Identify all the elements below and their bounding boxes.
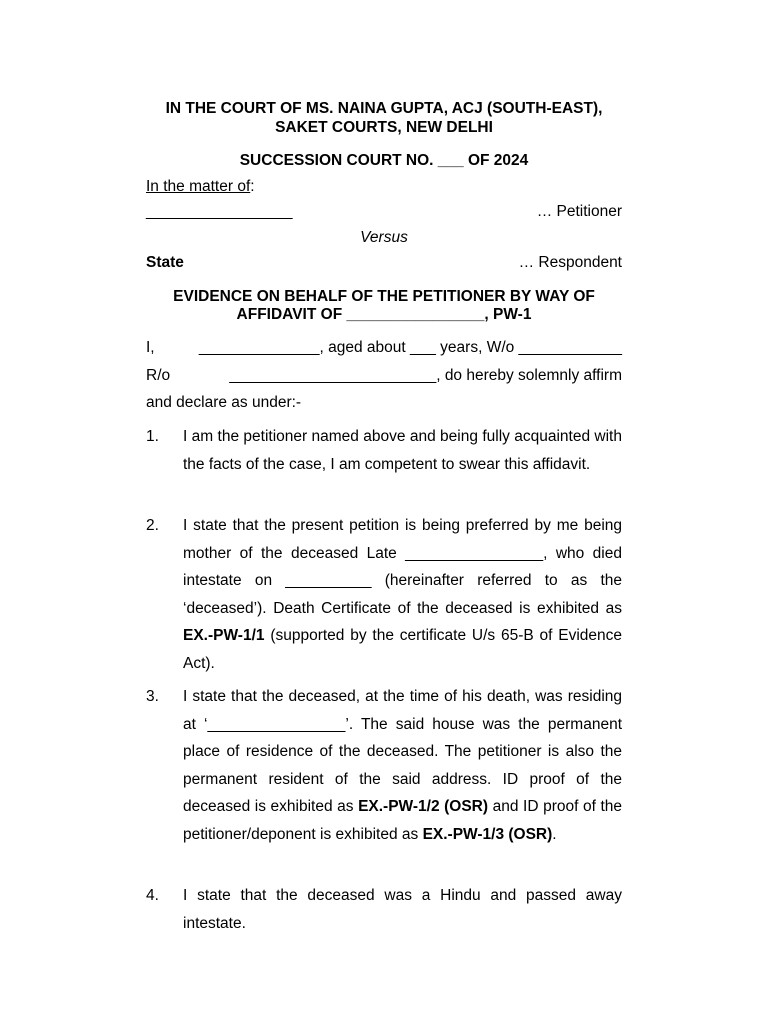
paragraph-1: [146, 423, 622, 478]
deponent-intro: [146, 334, 622, 417]
exhibit-reference: EX.-PW-1/2 (OSR): [358, 798, 489, 815]
respondent-row: [146, 254, 622, 272]
court-title: [146, 100, 622, 137]
intro-line-2-b: ________________________, do hereby solemnly affirm: [229, 366, 622, 384]
affidavit-heading: [146, 288, 622, 324]
respondent-name: State: [146, 254, 184, 271]
court-title-line2: SAKET COURTS, NEW DELHI: [275, 118, 493, 136]
paragraph-text: I state that the deceased was a Hindu and passed away intestate.: [183, 887, 622, 932]
paragraph-number: 4.: [146, 887, 159, 904]
intro-line-1-b: ______________, aged about ___ years, W/o ____________: [198, 339, 622, 356]
petitioner-label: … Petitioner: [536, 203, 622, 220]
court-title-line1: IN THE COURT OF MS. NAINA GUPTA, ACJ (SOUTH-EAST),: [165, 100, 603, 117]
paragraph-2: [146, 512, 622, 677]
paragraph-4: [146, 882, 622, 937]
paragraph-number: 1.: [146, 428, 159, 445]
petitioner-name-blank: _________________: [146, 203, 293, 220]
intro-line-1: [146, 334, 622, 362]
petitioner-row: [146, 203, 622, 221]
paragraph-text: [183, 512, 622, 677]
intro-line-2-a: R/o: [146, 366, 171, 384]
affidavit-heading-line1: EVIDENCE ON BEHALF OF THE PETITIONER BY WAY OF: [173, 288, 595, 305]
paragraph-text-part: and ID proof of the petitioner/deponent is exhibited as: [183, 798, 622, 843]
intro-line-1-a: I,: [146, 339, 155, 356]
affidavit-heading-line2: AFFIDAVIT OF ________________, PW-1: [236, 306, 532, 323]
matter-label-colon: :: [250, 178, 255, 195]
exhibit-reference: EX.-PW-1/3 (OSR): [422, 825, 553, 843]
intro-line-2: [146, 362, 622, 390]
suit-number: SUCCESSION COURT NO. ___ OF 2024: [239, 152, 529, 169]
matter-label: [146, 178, 255, 196]
paragraph-3: [146, 683, 622, 848]
paragraph-text-part: I state that the present petition is being preferred by me being mother of the deceased Late ________________, who died intestate on __________ (hereinafter referred to as the ‘deceased’). Death Certificate of the deceased is exhibited as: [183, 517, 622, 617]
paragraph-text-part: .: [552, 825, 557, 843]
versus-label: Versus: [360, 229, 408, 246]
paragraph-text: [183, 683, 622, 848]
paragraph-number: 2.: [146, 517, 159, 534]
paragraph-text-part: (supported by the certificate U/s 65-B of Evidence Act).: [183, 627, 622, 672]
exhibit-reference: EX.-PW-1/1: [183, 627, 265, 644]
intro-line-3: and declare as under:-: [146, 394, 302, 412]
paragraph-number: 3.: [146, 688, 159, 705]
paragraph-text-part: I state that the deceased, at the time of his death, was residing at ‘________________’. The said house was the permanent place of residence of the deceased. The petitioner is also the permanent resident of the said address. ID proof of the deceased is exhibited as: [183, 688, 622, 815]
matter-label-text: In the matter of: [146, 178, 251, 195]
paragraph-text: I am the petitioner named above and being fully acquainted with the facts of the case, I am competent to swear this affidavit.: [183, 428, 622, 473]
respondent-label: … Respondent: [518, 254, 622, 271]
